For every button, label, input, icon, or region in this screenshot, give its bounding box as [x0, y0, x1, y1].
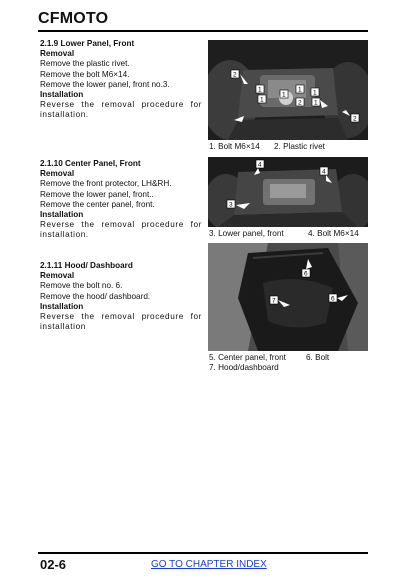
removal-step: Remove the bolt no. 6.	[40, 281, 123, 291]
callout-1	[312, 98, 320, 107]
caption-lower-panel-front: 3. Lower panel, front	[209, 229, 284, 238]
callout-2	[296, 98, 304, 107]
installation-heading: Installation	[40, 90, 84, 100]
svg-text:2: 2	[233, 71, 237, 79]
callout-1	[256, 85, 264, 94]
section-center-panel-front	[40, 159, 202, 241]
callout-1	[258, 95, 266, 104]
installation-heading: Installation	[40, 210, 84, 220]
header-divider	[38, 30, 368, 32]
svg-text:1: 1	[282, 91, 286, 99]
svg-text:2: 2	[353, 115, 357, 123]
page-number: 02-6	[40, 557, 67, 572]
svg-text:3: 3	[229, 201, 233, 209]
caption-bolt: 4. Bolt M6×14	[308, 229, 359, 238]
removal-step: Remove the lower panel, front..	[40, 189, 154, 199]
caption-bolt: 1. Bolt M6×14	[209, 142, 260, 151]
svg-text:1: 1	[298, 86, 302, 94]
chapter-index-link[interactable]: GO TO CHAPTER INDEX	[151, 559, 267, 570]
callout-2	[231, 70, 239, 79]
removal-step: Remove the plastic rivet.	[40, 59, 130, 69]
svg-text:1: 1	[258, 86, 262, 94]
svg-text:1: 1	[314, 99, 318, 107]
svg-text:1: 1	[260, 96, 264, 104]
photo-hood-dashboard	[208, 243, 368, 351]
removal-step: Remove the front protector, LH&RH.	[40, 179, 172, 189]
svg-text:4: 4	[322, 168, 326, 176]
caption-plastic-rivet: 2. Plastic rivet	[274, 142, 325, 151]
installation-heading: Installation	[40, 301, 84, 311]
footer-divider	[38, 552, 368, 554]
svg-text:6: 6	[331, 295, 335, 303]
caption-center-panel-front: 5. Center panel, front	[209, 353, 286, 362]
callout-7	[270, 296, 278, 305]
removal-step: Remove the bolt M6×14.	[40, 69, 130, 79]
section-lower-panel-front	[40, 39, 202, 121]
removal-heading: Removal	[40, 271, 75, 281]
caption-bolt: 6. Bolt	[306, 353, 330, 362]
callout-6	[329, 294, 337, 303]
section-hood-dashboard	[40, 261, 202, 332]
callout-4	[320, 167, 328, 176]
svg-text:7: 7	[272, 297, 276, 305]
section-title: 2.1.10 Center Panel, Front	[40, 159, 141, 168]
removal-heading: Removal	[40, 49, 75, 59]
callout-6	[302, 269, 310, 278]
svg-text:4: 4	[258, 161, 262, 169]
caption-hood-dashboard: 7. Hood/dashboard	[209, 363, 279, 372]
photo-center-panel-front	[208, 157, 368, 227]
removal-heading: Removal	[40, 169, 75, 179]
svg-text:2: 2	[298, 99, 302, 107]
callout-4	[256, 160, 264, 169]
removal-step: Remove the hood/ dashboard.	[40, 291, 151, 301]
brand-logo-text: CFMOTO	[38, 10, 109, 27]
svg-text:1: 1	[313, 89, 317, 97]
svg-text:6: 6	[304, 270, 308, 278]
callout-3	[227, 200, 235, 209]
removal-step: Remove the lower panel, front no.3.	[40, 79, 170, 89]
callout-2	[351, 114, 359, 123]
callout-1	[280, 90, 288, 99]
section-title: 2.1.11 Hood/ Dashboard	[40, 261, 133, 270]
installation-text: Reverse the removal procedure for installation.	[40, 100, 202, 120]
section-title: 2.1.9 Lower Panel, Front	[40, 39, 135, 48]
callout-1	[296, 85, 304, 94]
removal-step: Remove the center panel, front.	[40, 199, 155, 209]
installation-text: Reverse the removal procedure for installation.	[40, 220, 202, 240]
photo-lower-panel-front	[208, 40, 368, 140]
callout-1	[311, 88, 319, 97]
installation-text: Reverse the removal procedure for installation	[40, 312, 202, 332]
